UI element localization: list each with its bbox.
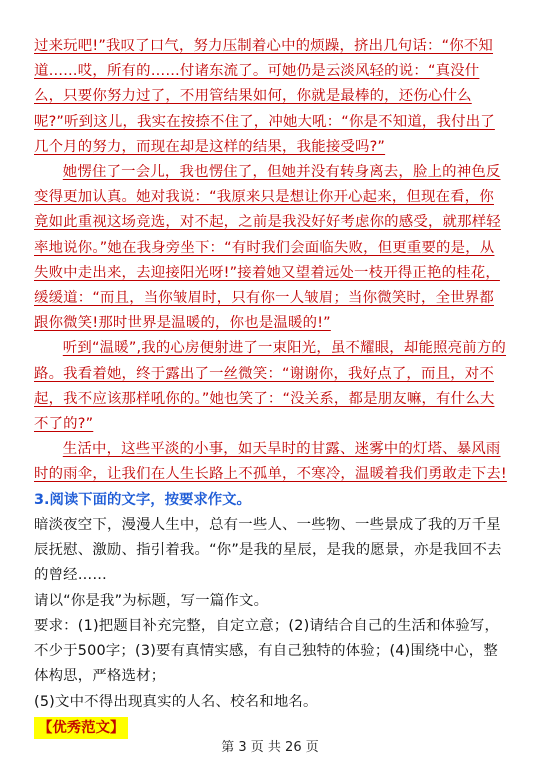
- story-paragraph-4-text: 生活中，这些平淡的小事，如天旱时的甘露、迷雾中的灯塔、暴风雨时的雨伞，让我们在人生长路上不孤单，不寒冷，温暖着我们勇敢走下去!: [34, 441, 507, 483]
- story-paragraph-3: [34, 336, 508, 437]
- prompt-instruction: 请以“你是我”为标题，写一篇作文。: [34, 592, 269, 609]
- prompt-requirement-5: (5)文中不得出现真实的人名、校名和地名。: [34, 693, 318, 710]
- story-paragraph-4: [34, 437, 508, 487]
- story-paragraph-3-text: 听到“温暖”,我的心房便射进了一束阳光，虽不耀眼，却能照亮前方的路。我看着她，终于露出了一丝微笑：“谢谢你，我好点了，而且，对不起，我不应该那样吼你的。”她也笑了：“没关系，都是朋友嘛，有什么大不了的?”: [34, 340, 507, 433]
- story-paragraph-2-text: 她愣住了一会儿，我也愣住了，但她并没有转身离去，脸上的神色反变得更加认真。她对我说：“我原来只是想让你开心起来，但现在看，你竟如此重视这场竞选，对不起，之前是我没好好考虑你的感受，就那样轻率地说你。”她在我身旁坐下：“有时我们会面临失败，但更重要的是，从失败中走出来，去迎接阳光呀!”接着她又望着远处一枝开得正艳的桂花，缓缓道：“而且，当你皱眉时，只有你一人皱眉；当你微笑时，全世界都跟你微笑!那时世界是温暖的，你也是温暖的!”: [34, 164, 501, 332]
- sample-essay-tag: 【优秀范文】: [34, 717, 128, 739]
- story-paragraph-1: [34, 34, 508, 160]
- story-paragraph-2: [34, 160, 508, 336]
- page-content: [34, 34, 508, 739]
- prompt-requirements: 要求：(1)把题目补充完整，自定立意；(2)请结合自己的生活和体验写，不少于500字；(3)要有真情实感，有自己独特的体验；(4)围绕中心，整体构思，严格选材；: [34, 617, 500, 685]
- prompt-intro: 暗淡夜空下，漫漫人生中，总有一些人、一些物、一些景成了我的万千星辰抚慰、激励、指引着我。“你”是我的星辰，是我的愿景，亦是我回不去的曾经……: [34, 516, 502, 584]
- section-heading: 3.阅读下面的文字，按要求作文。: [34, 491, 251, 508]
- page-footer: 第 3 页 共 26 页: [221, 740, 319, 755]
- story-paragraph-1-text: 过来玩吧!”我叹了口气，努力压制着心中的烦躁，挤出几句话：“你不知道……哎，所有的……付诸东流了。可她仍是云淡风轻的说：“真没什么，只要你努力过了，不用管结果如何，你就是最棒的，还伤心什么呢?”听到这儿，我实在按捺不住了，冲她大吼：“你是不知道，我付出了几个月的努力，而现在却是这样的结果，我能接受吗?”: [34, 38, 495, 155]
